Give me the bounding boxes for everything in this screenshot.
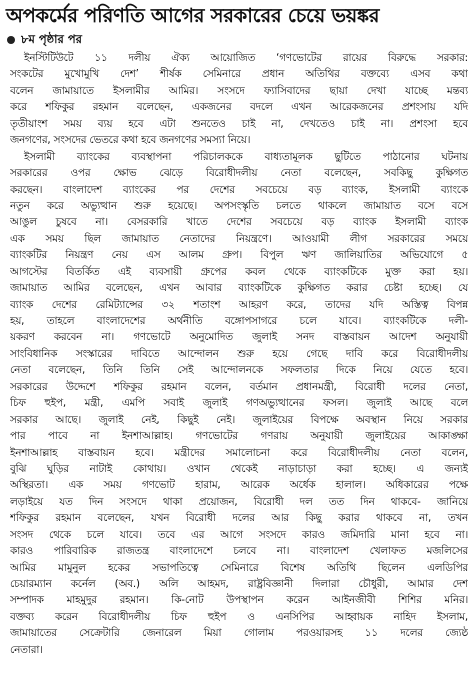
article-line: বলেন জামায়াতে ইসলামীর আমির। সংসদে ফ্যাসিবাদের ছায়া দেখা যাচ্ছে মন্তব্য [10, 84, 468, 97]
article-line: য়করণ করবেন না। গণভোটে অনুমোদিত জুলাই সনদ বাস্তবায়ন আদেশ অনুযায়ী [10, 331, 468, 344]
article-line: আমির মামুনুল হকের সভাপতিত্বে সেমিনারে বিশেষ অতিথি ছিলেন এলডিপির [10, 561, 468, 574]
article-line: জনগণের, সংসদের ভেতরে কথা হবে জনগণের সমস্যা নিয়ে। [10, 134, 251, 147]
article-line: আঙুল চুষবে না। বেসরকারি খাতে দেশের সবচেয়ে বড় ব্যাংক ইসলামী ব্যাংক [10, 216, 468, 229]
headline: অপকর্মের পরিণতি আগের সরকারের চেয়ে ভয়ঙ্কর [6, 4, 380, 27]
article-line: অস্থিরতা। এক সময় গণভোট হারাম, আরেক অর্ধেক হালাল। অধিকারের পক্ষে [10, 479, 468, 492]
article-line: ব্যাংকটির নিয়ন্ত্রণ নেয় এস আলম গ্রুপ। বিপুল ঋণ জালিয়াতির অভিযোগে ৫ [10, 249, 468, 262]
article-line: শফিকুর রহমান বলেছেন, যখন বিরোধী দলের আর কিছু করার থাকবে না, তখন [10, 512, 468, 525]
article-line: পার পাবে না ইনশাআল্লাহ। গণভোটের গণরায় অনুযায়ী জুলাইয়ের আকাঙ্ক্ষা [10, 430, 468, 443]
article-line: সংকটের মুখোমুখি দেশ’ শীর্ষক সেমিনারে প্রধান অতিথির বক্তব্যে এসব কথা [10, 68, 468, 81]
article-line: বুঝি ঘুড়ির নাটাই কোথায়। ওখান থেকেই নাড়াচাড়া করা হচ্ছে। এ জন্যই [10, 462, 468, 475]
article-line: ব্যাংক দেশের রেমিট্যান্সের ৩২ শতাংশ আহরণ করে, তাদের যদি অস্তিত্ব বিপন্ন [10, 298, 468, 311]
article-line: করে শফিকুর রহমান বলেছেন, একজনের বদলে এখন আরেকজনের প্রশংসায় যদি [10, 101, 468, 114]
article-line: সরকারের উদ্দেশে শফিকুর রহমান বলেন, বর্তমান প্রধানমন্ত্রী, বিরোধী দলের নেতা, [10, 380, 468, 393]
article-line: জামায়াত আমির বলেছেন, এখন আবার ব্যাংকটিকে কুক্ষিগত করার চেষ্টা হচ্ছে। যে [10, 282, 468, 295]
article-line: নেতারা। [10, 643, 43, 656]
article-line: সাংবিধানিক সংস্কারের দাবিতে আন্দোলন শুরু হয়ে গেছে দাবি করে বিরোধীদলীয় [10, 347, 468, 360]
article-line: এক সময় ছিল জামায়াত নেতাদের নিয়ন্ত্রণে। আওয়ামী লীগ সরকারের সময়ে [10, 232, 468, 245]
article-line: সরকারের ওপর ক্ষোভ ঝেড়ে বিরোধীদলীয় নেতা বলেছেন, সবকিছু কুক্ষিগত [10, 167, 468, 180]
article-line: ইনশাআল্লাহ বাস্তবায়ন হবে। মন্ত্রীদের সমালোচনা করে বিরোধীদলীয় নেতা বলেন, [10, 446, 468, 459]
article-line: তৃতীয়াংশ সময় ব্যয় হবে এটা শুনতেও চাই না, দেখতেও চাই না। প্রশংসা হবে [10, 117, 468, 130]
article-line: বক্তব্য করেন বিরোধীদলীয় চিফ হুইপ ও এনসিপির আহ্বায়ক নাহিদ ইসলাম, [10, 610, 468, 623]
article-line: কারও পারিবারিক রাজতন্ত্র বাংলাদেশে চলবে না। বাংলাদেশ খেলাফত মজলিসের [10, 545, 468, 558]
article-line: নেতা বলেছেন, তিনি তিনি সেই আন্দোলনকে সফলতার দিকে নিয়ে যেতে হবে। [10, 364, 468, 377]
article-body [4, 50, 470, 658]
article-line: ইসলামী ব্যাংকের ব্যবস্থাপনা পরিচালককে বাধ্যতামূলক ছুটিতে পাঠানোর ঘটনায় [24, 150, 468, 163]
continued-label: ৮ম পৃষ্ঠার পর [21, 31, 82, 46]
article-line: চেয়ারম্যান কর্নেল (অব.) অলি আহমদ, রাষ্ট্রবিজ্ঞানী দিলারা চৌধুরী, আমার দেশ [10, 578, 468, 590]
bullet-icon [7, 36, 15, 44]
article-line: জামায়াতের সেক্রেটারি জেনারেল মিয়া গোলাম পরওয়ারসহ ১১ দলের জ্যেষ্ঠ [10, 627, 468, 640]
article-line: সরকার আছে। জুলাই নেই, কিছুই নেই। জুলাইয়ের বিপক্ষে অবস্থান নিয়ে সরকার [10, 413, 468, 426]
article-line: নতুন করে অভ্যুত্থান শুরু হয়েছে। অপসংস্কৃতি চলতে থাকলে জামায়াত বসে বসে [10, 199, 468, 212]
article-line: ইনস্টিটিউটে ১১ দলীয় ঐক্য আয়োজিত ‘গণভোটের রায়ের বিরুদ্ধে সরকার: [24, 52, 468, 64]
continued-from [7, 32, 470, 48]
article-line: করছেন। বাংলাদেশ ব্যাংকের পর দেশের সবচেয়ে বড় ব্যাংক, ইসলামী ব্যাংকে [10, 183, 468, 196]
article-line: লড়াইয়ে যত দিন সংসদে থাকা প্রয়োজন, বিরোধী দল তত দিন থাকবে- জানিয়ে [10, 495, 468, 508]
article-line: সংসদ থেকে চলে যাবে। তবে এর আগে সংসদে কারও জমিদারি মানা হবে না। [10, 528, 468, 541]
article-line: হয়, তাহলে বাংলাদেশের অর্থনীতি বঙ্গোপসাগরে চলে যাবে। ব্যাংকটিকে দলী- [10, 315, 468, 327]
article-line: চিফ হুইপ, মন্ত্রী, এমপি সবাই জুলাই গণঅভ্যুত্থানের ফসল। জুলাই আছে বলে [10, 397, 468, 410]
article-line: আগস্টের বিতর্কিত এই ব্যবসায়ী গ্রুপের কবল থেকে ব্যাংকটিকে মুক্ত করা হয়। [10, 265, 468, 278]
article-line: সম্পাদক মাহমুদুর রহমান। কি-নোট উপস্থাপন করেন আইনজীবী শিশির মনির। [10, 594, 468, 607]
